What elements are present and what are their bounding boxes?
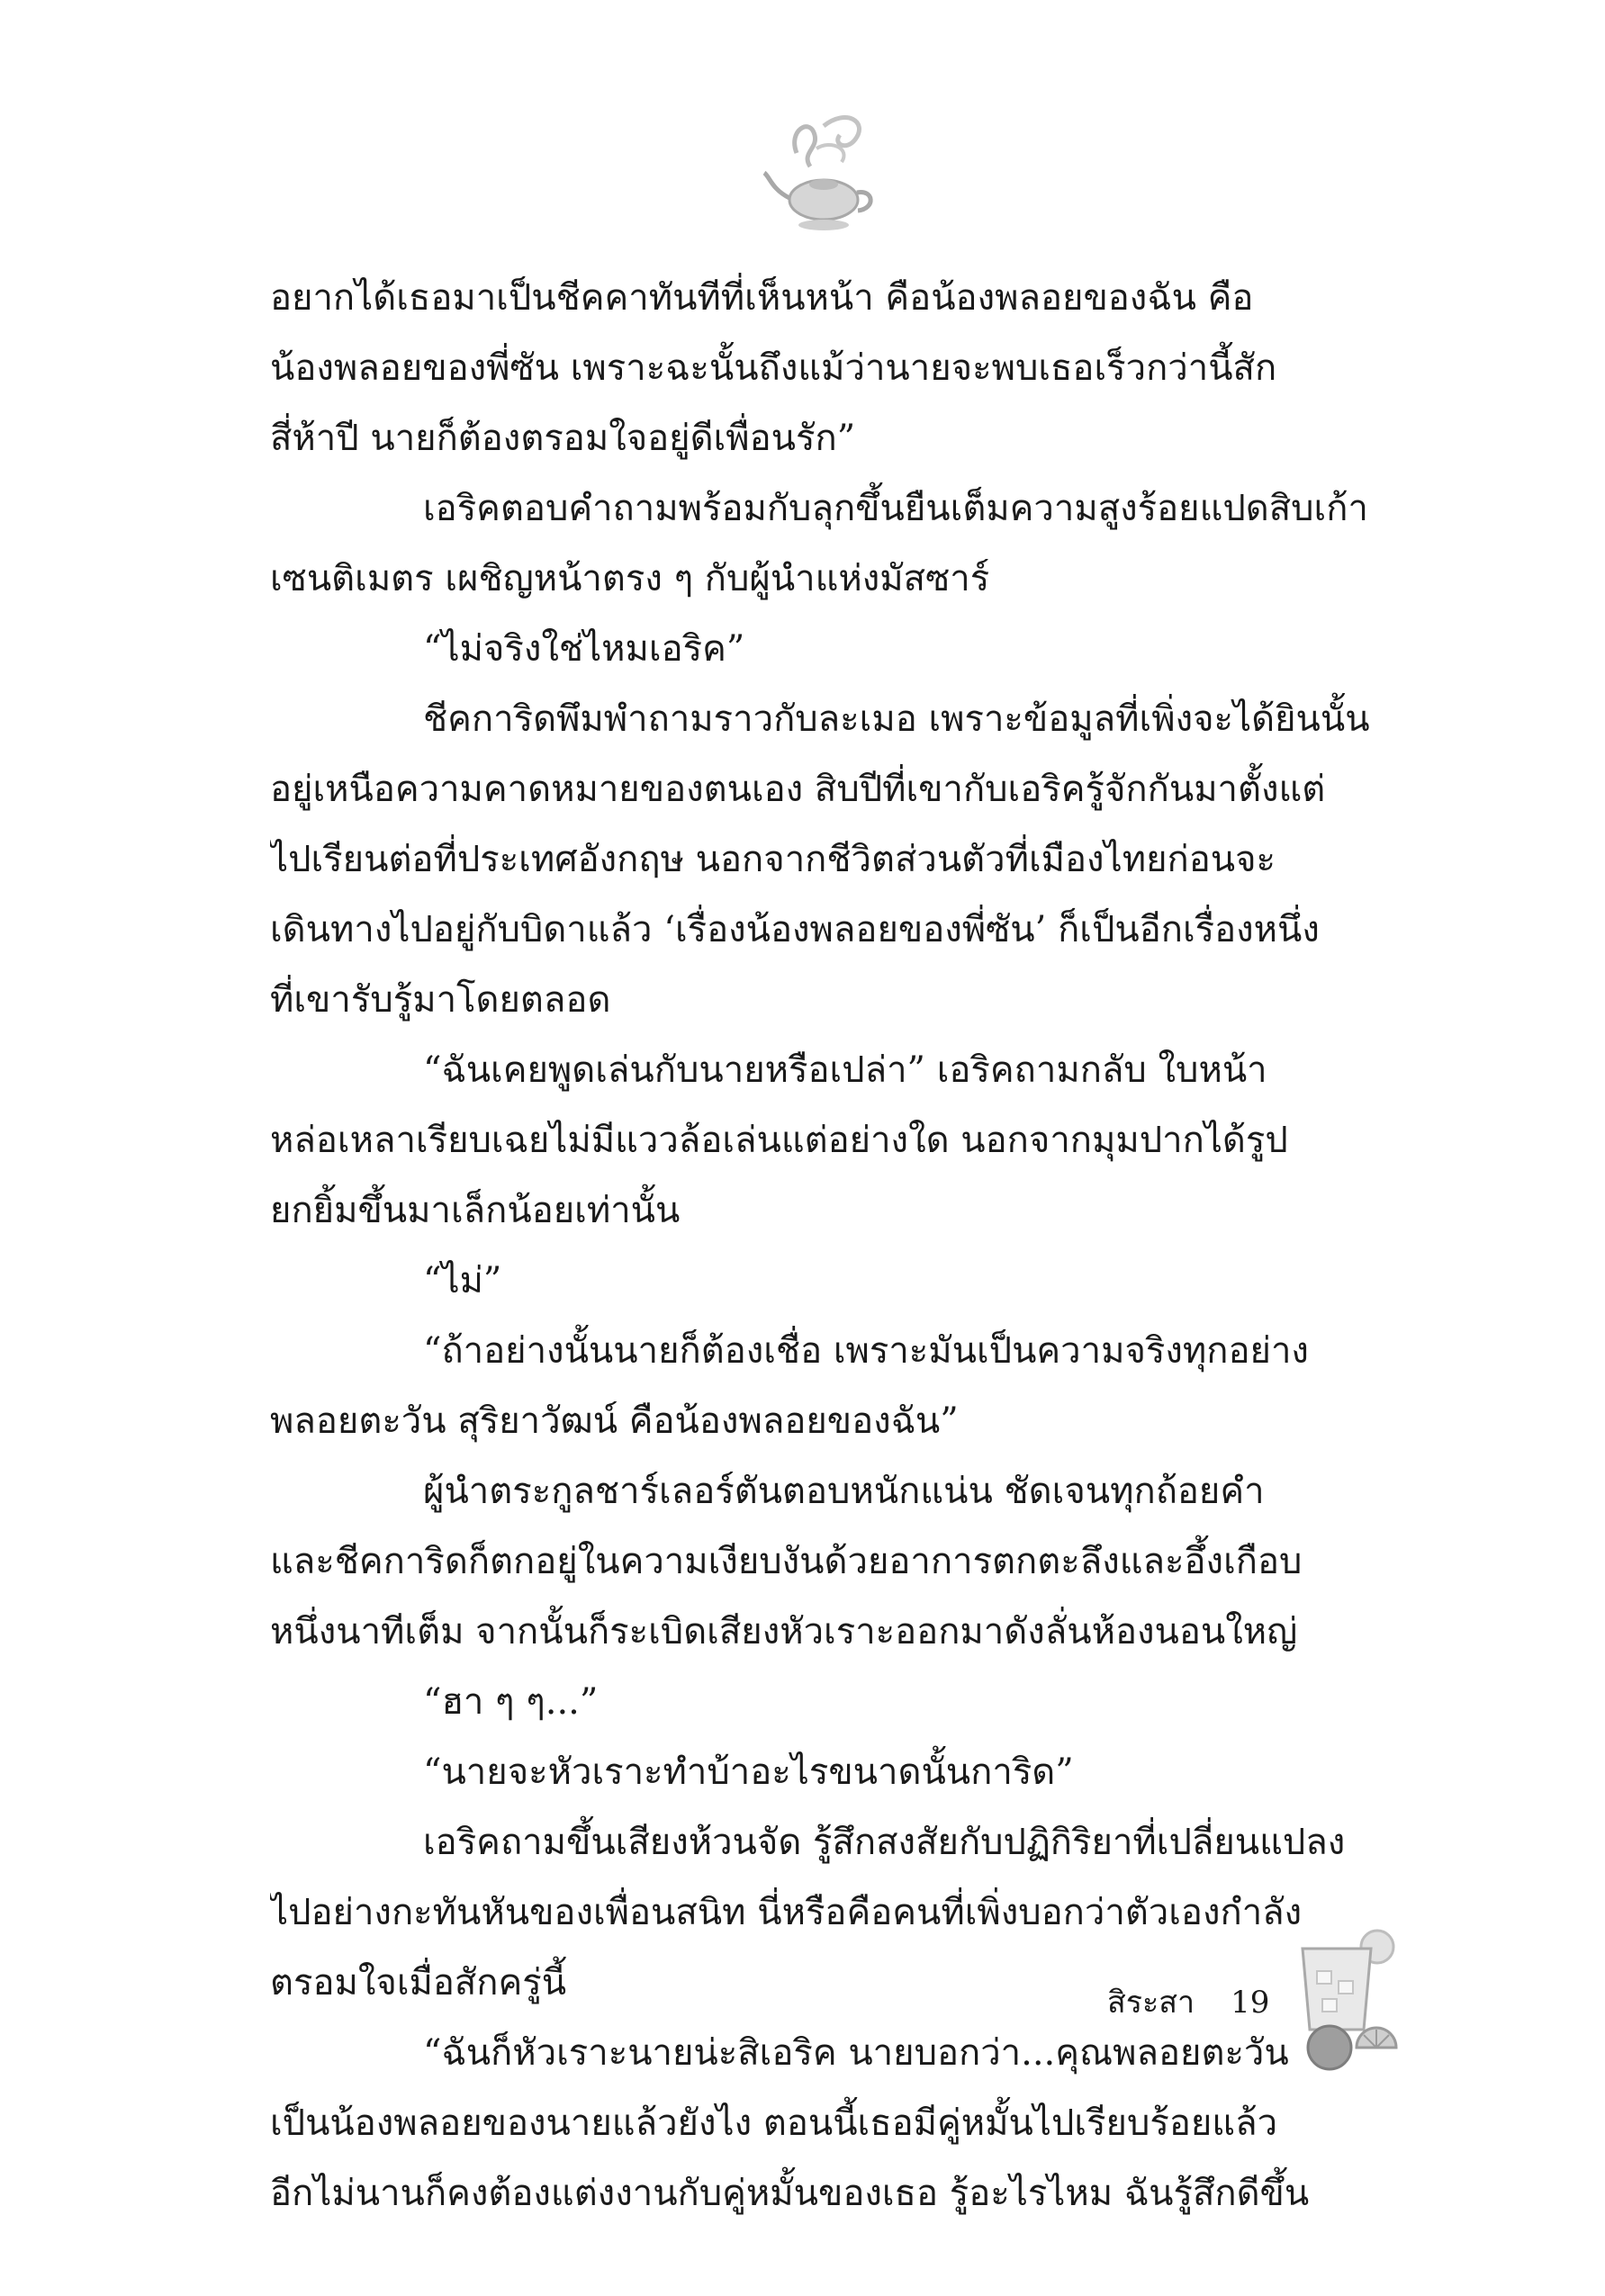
text-line: “ฮา ๆ ๆ...” (423, 1681, 599, 1723)
text-line: อยากได้เธอมาเป็นชีคคาทันทีที่เห็นหน้า คือน้องพลอยของฉัน คือ (270, 277, 1254, 319)
text-line: หนึ่งนาทีเต็ม จากนั้นก็ระเบิดเสียงหัวเราะออกมาดังลั่นห้องนอนใหญ่ (270, 1611, 1298, 1652)
text-line: “ถ้าอย่างนั้นนายก็ต้องเชื่อ เพราะมันเป็นความจริงทุกอย่าง (423, 1330, 1309, 1372)
text-line: ไปอย่างกะทันหันของเพื่อนสนิท นี่หรือคือคนที่เพิ่งบอกว่าตัวเองกำลัง (270, 1892, 1303, 1933)
text-line: เซนติเมตร เผชิญหน้าตรง ๆ กับผู้นำแห่งมัสซาร์ (270, 558, 990, 599)
page-number: 19 (1231, 1985, 1270, 2021)
text-line: ยกยิ้มขึ้นมาเล็กน้อยเท่านั้น (270, 1190, 681, 1231)
text-line: ชีคการิดพึมพำถามราวกับละเมอ เพราะข้อมูลที่เพิ่งจะได้ยินนั้น (423, 698, 1370, 740)
text-line: เป็นน้องพลอยของนายแล้วยังไง ตอนนี้เธอมีคู่หมั้นไปเรียบร้อยแล้ว (270, 2102, 1278, 2144)
text-line: ผู้นำตระกูลชาร์เลอร์ตันตอบหนักแน่น ชัดเจนทุกถ้อยคำ (423, 1471, 1265, 1512)
page-footer (1107, 1976, 1269, 2030)
teapot-ornament-icon (761, 99, 887, 243)
text-line: เอริคตอบคำถามพร้อมกับลุกขึ้นยืนเต็มความสูงร้อยแปดสิบเก้า (423, 488, 1368, 529)
text-line: “นายจะหัวเราะทำบ้าอะไรขนาดนั้นการิด” (423, 1751, 1074, 1793)
text-line: “ฉันเคยพูดเล่นกับนายหรือเปล่า” เอริคถามกลับ ใบหน้า (423, 1049, 1267, 1091)
text-line: อยู่เหนือความคาดหมายของตนเอง สิบปีที่เขากับเอริครู้จักกันมาตั้งแต่ (270, 769, 1326, 810)
text-line: ไปเรียนต่อที่ประเทศอังกฤษ นอกจากชีวิตส่วนตัวที่เมืองไทยก่อนจะ (270, 839, 1276, 880)
text-line: สี่ห้าปี นายก็ต้องตรอมใจอยู่ดีเพื่อนรัก” (270, 418, 856, 459)
text-line: ที่เขารับรู้มาโดยตลอด (270, 979, 611, 1021)
running-title: สิระสา (1107, 1985, 1195, 2021)
lime-drink-ornament-icon (1283, 1922, 1409, 2075)
text-line: “ไม่จริงใช่ไหมเอริค” (423, 628, 745, 670)
text-line: เอริคถามขึ้นเสียงห้วนจัด รู้สึกสงสัยกับปฏิกิริยาที่เปลี่ยนแปลง (423, 1822, 1346, 1863)
text-line: เดินทางไปอยู่กับบิดาแล้ว ‘เรื่องน้องพลอยของพี่ซัน’ ก็เป็นอีกเรื่องหนึ่ง (270, 909, 1320, 950)
body-text (270, 263, 1413, 2228)
text-line: อีกไม่นานก็คงต้องแต่งงานกับคู่หมั้นของเธอ รู้อะไรไหม ฉันรู้สึกดีขึ้น (270, 2173, 1310, 2214)
text-line: หล่อเหลาเรียบเฉยไม่มีแววล้อเล่นแต่อย่างใด นอกจากมุมปากได้รูป (270, 1120, 1288, 1161)
text-line: “ไม่” (423, 1260, 502, 1301)
text-line: “ฉันก็หัวเราะนายน่ะสิเอริค นายบอกว่า...คุณพลอยตะวัน (423, 2032, 1289, 2074)
text-line: และชีคการิดก็ตกอยู่ในความเงียบงันด้วยอาการตกตะลึงและอึ้งเกือบ (270, 1541, 1303, 1582)
text-line: พลอยตะวัน สุริยาวัฒน์ คือน้องพลอยของฉัน” (270, 1400, 959, 1442)
text-line: น้องพลอยของพี่ซัน เพราะฉะนั้นถึงแม้ว่านายจะพบเธอเร็วกว่านี้สัก (270, 347, 1277, 389)
text-line: ตรอมใจเมื่อสักครู่นี้ (270, 1962, 567, 2003)
